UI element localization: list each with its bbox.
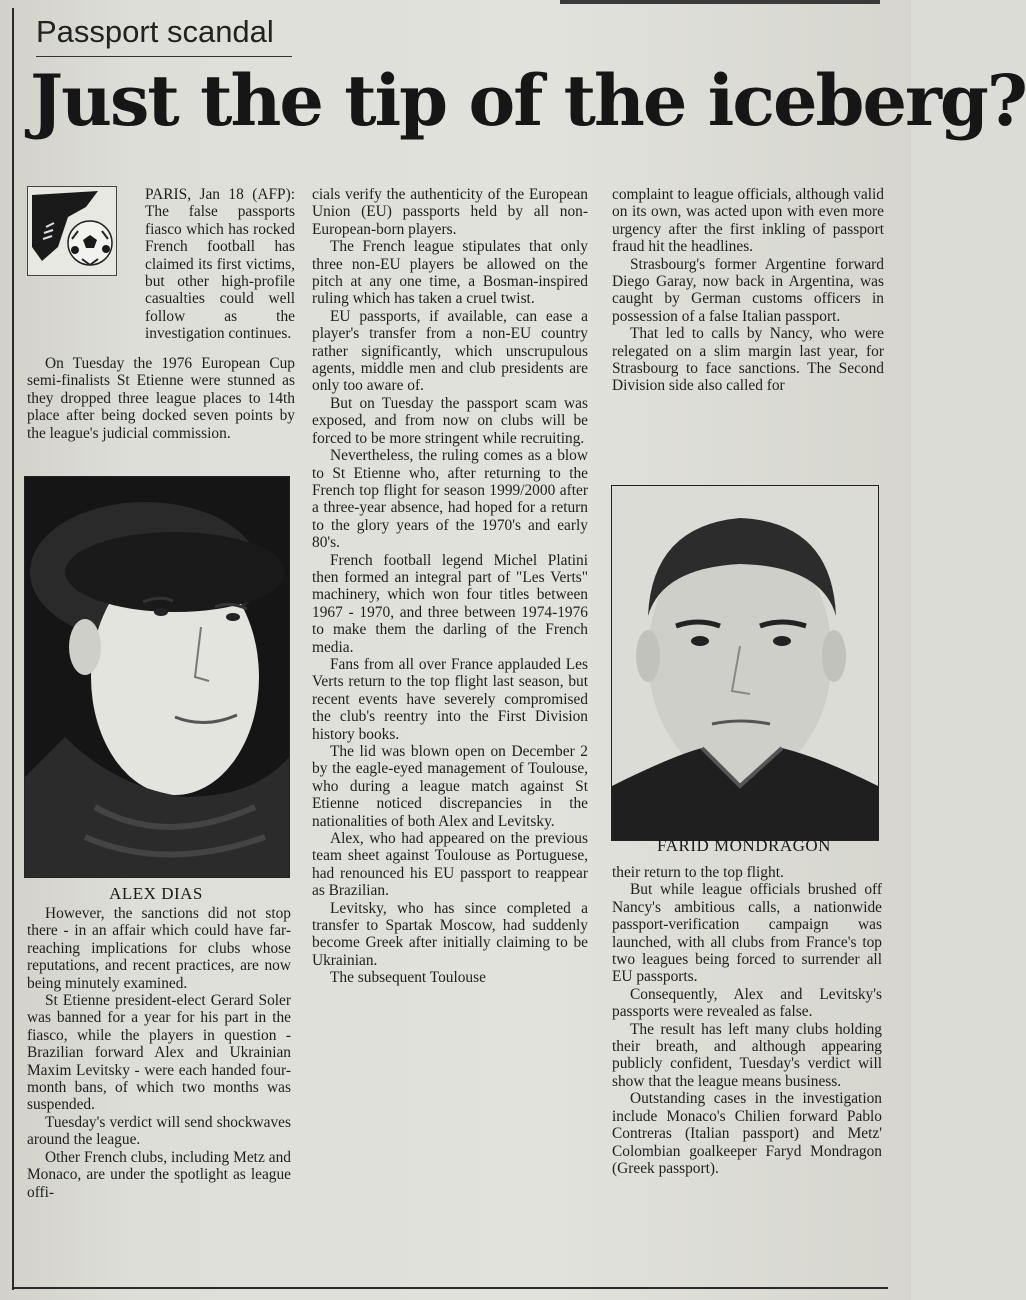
- paragraph: On Tuesday the 1976 European Cup semi-finalists St Etienne were stunned as they dropped three league places to 14th place after being docked seven points by the league's judicial commission.: [27, 355, 295, 442]
- paragraph: But on Tuesday the passport scam was exposed, and from now on clubs will be forced to be more stringent while recruiting.: [312, 394, 588, 447]
- article-column-1-lower: [27, 905, 291, 1201]
- top-border: [560, 0, 880, 4]
- caption-alex-dias: ALEX DIAS: [109, 884, 203, 903]
- headline: Just the tip of the iceberg?: [30, 59, 1026, 142]
- article-column-1-continued: [27, 355, 295, 442]
- paragraph: EU passports, if available, can ease a player's transfer from a non-EU country rather significantly, which unscrupulous agents, middle men and club presidents are only too aware of.: [312, 307, 588, 395]
- paragraph: But while league officials brushed off Nancy's ambitious calls, a nationwide passport-verification campaign was launched, with all clubs from France's top two leagues being forced to surrender all EU passports.: [612, 881, 882, 986]
- column-rule-left: [12, 8, 14, 1290]
- paragraph: Other French clubs, including Metz and Monaco, are under the spotlight as league offi-: [27, 1148, 291, 1201]
- paragraph: The lid was blown open on December 2 by the eagle-eyed management of Toulouse, who during a league match against St Etienne noticed discrepancies in the nationalities of both Alex and Levitsky.: [312, 743, 588, 830]
- paragraph: Outstanding cases in the investigation include Monaco's Chilien forward Pablo Contreras (Italian passport) and Metz' Colombian goalkeeper Faryd Mondragon (Greek passport).: [612, 1090, 882, 1177]
- paragraph: St Etienne president-elect Gerard Soler was banned for a year for his part in the fiasco, while the players in question - Brazilian forward Alex and Ukrainian Maxim Levitsky - were each handed four-month bans, of which two months was suspended.: [27, 992, 291, 1114]
- paragraph: French football legend Michel Platini then formed an integral part of "Les Verts" machinery, which won four titles between 1967 - 1970, and three between 1974-1976 to make them the darling of the French media.: [312, 551, 588, 656]
- paragraph: The subsequent Toulouse: [330, 969, 486, 987]
- section-kicker: Passport scandal: [36, 14, 274, 49]
- paragraph: Levitsky, who has since completed a transfer to Spartak Moscow, had suddenly become Greek after initially claiming to be Ukrainian.: [312, 899, 588, 969]
- article-column-3: [612, 186, 884, 395]
- paragraph: Tuesday's verdict will send shockwaves around the league.: [27, 1113, 291, 1149]
- caption-farid-mondragon: FARID MONDRAGON: [657, 836, 831, 855]
- paragraph: However, the sanctions did not stop there - in an affair which could have far-reaching implications for clubs whose reputations, and recent practices, are now being minutely examined.: [27, 905, 291, 992]
- paragraph: Nevertheless, the ruling comes as a blow to St Etienne who, after returning to the French top flight for season 1999/2000 after a three-year absence, had hoped for a return to the glory years of the 1970's and early 80's.: [312, 447, 588, 552]
- paragraph: Strasbourg's former Argentine forward Diego Garay, now back in Argentina, was caught by German customs officers in possession of a false Italian passport.: [612, 255, 884, 325]
- paragraph: The result has left many clubs holding their breath, and although appearing publicly confident, Tuesday's verdict will show that the league means business.: [612, 1020, 882, 1090]
- lead-paragraph: PARIS, Jan 18 (AFP): The false passports fiasco which has rocked French football has claimed its first victims, but other high-profile casualties could well follow as the investigation continues.: [145, 186, 295, 343]
- paragraph: That led to calls by Nancy, who were relegated on a slim margin last year, for Strasbourg to face sanctions. The Second Division side also called for: [612, 325, 884, 395]
- paragraph: complaint to league officials, although valid on its own, was acted upon with even more urgency after the first inkling of passport fraud hit the headlines.: [612, 186, 884, 256]
- article-column-3-lower: [612, 864, 882, 1177]
- photo-alex-dias: [24, 476, 290, 878]
- article-column-2: [312, 186, 588, 987]
- photo-farid-mondragon: [611, 485, 879, 841]
- paragraph: Fans from all over France applauded Les Verts return to the top flight last season, but recent events have severely compromised the club's reentry into the First Division history books.: [312, 655, 588, 743]
- paragraph: The French league stipulates that only three non-EU players be allowed on the pitch at any one time, a Bosman-inspired ruling which has taken a cruel twist.: [312, 238, 588, 308]
- paragraph: Consequently, Alex and Levitsky's passports were revealed as false.: [612, 985, 882, 1021]
- column-rule-bottom: [12, 1287, 888, 1289]
- article-column-1: [27, 186, 295, 343]
- paragraph: cials verify the authenticity of the European Union (EU) passports held by all non-European-born players.: [312, 186, 588, 238]
- paragraph: Alex, who had appeared on the previous team sheet against Toulouse as Portuguese, had renounced his EU passport to reappear as Brazilian.: [312, 830, 588, 900]
- paragraph: their return to the top flight.: [612, 864, 784, 881]
